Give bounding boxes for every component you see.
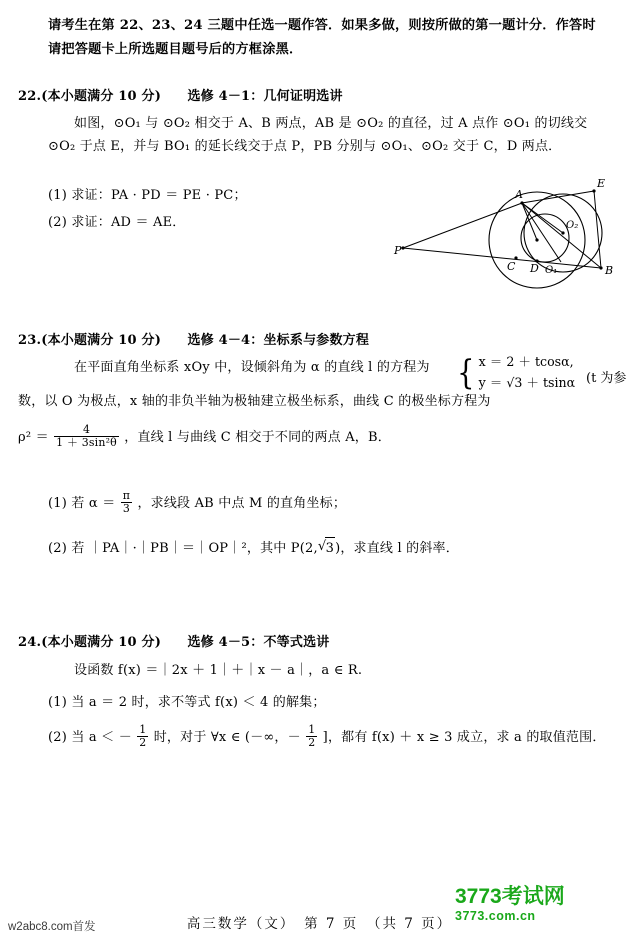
p24-q2-post: ]，都有 f(x) ＋ x ≥ 3 成立，求 a 的取值范围． bbox=[322, 729, 606, 745]
problem-22-question-2: (2) 求证：AD ＝ AE． bbox=[48, 215, 186, 230]
rho-fraction bbox=[54, 424, 119, 449]
figure-label-D: D bbox=[530, 262, 539, 275]
p24-q2-mid: 时，对于 ∀x ∈ (－∞，－ bbox=[153, 729, 301, 745]
figure-label-A: A bbox=[515, 188, 523, 201]
figure-label-O2: O₂ bbox=[566, 220, 579, 231]
q1-numerator: π bbox=[122, 489, 131, 502]
footer-source-note: w2abc8.com首发 bbox=[8, 921, 96, 933]
figure-label-P: P bbox=[394, 244, 402, 257]
rho-numerator: 4 bbox=[82, 423, 91, 436]
system-line-y: y ＝ √3 ＋ tsinα bbox=[478, 374, 576, 390]
problem-23-body-part2: 数，以 O 为极点，x 轴的非负半轴为极轴建立极坐标系，曲线 C 的极坐标方程为 bbox=[18, 394, 491, 409]
p24-q2-pre: (2) 当 a ＜ － bbox=[48, 729, 132, 745]
figure-label-E: E bbox=[597, 177, 606, 190]
figure-label-B: B bbox=[605, 264, 614, 277]
rho-left: ρ² ＝ bbox=[18, 429, 49, 445]
problem-22-title: 22.(本小题满分 10 分) 选修 4－1：几何证明选讲 bbox=[18, 89, 343, 104]
problem-23-polar-equation bbox=[18, 424, 618, 450]
q2-sqrt: √ 3 bbox=[318, 537, 335, 561]
rho-denominator: 1 ＋ 3sin²θ bbox=[56, 436, 117, 450]
p24-q2-frac1-numerator: 1 bbox=[139, 723, 147, 736]
problem-24-question-2 bbox=[48, 724, 628, 750]
problem-23-question-1 bbox=[48, 490, 568, 516]
figure-label-C: C bbox=[507, 260, 516, 273]
page-footer: 高三数学（文） 第 7 页 （共 7 页） bbox=[186, 916, 453, 932]
problem-24-body: 设函数 f(x) ＝｜2x ＋ 1｜＋｜x － a｜，a ∈ R. bbox=[74, 663, 363, 678]
q2-post: )，求直线 l 的斜率． bbox=[335, 541, 459, 556]
problem-23-body-part1: 在平面直角坐标系 xOy 中，设倾斜角为 α 的直线 l 的方程为 bbox=[74, 360, 430, 375]
instruction-line-2: 请把答题卡上所选题目题号后的方框涂黑． bbox=[48, 42, 303, 58]
problem-23-title: 23.(本小题满分 10 分) 选修 4－4：坐标系与参数方程 bbox=[18, 333, 370, 348]
instruction-line-1: 请考生在第 22、23、24 三题中任选一题作答．如果多做，则按所做的第一题计分．作答时 bbox=[48, 18, 596, 33]
q1-pre: (1) 若 α ＝ bbox=[48, 495, 116, 511]
figure-label-O1: O₁ bbox=[545, 265, 558, 276]
q1-fraction bbox=[121, 490, 132, 515]
p24-q2-fraction-2 bbox=[306, 724, 317, 749]
problem-22-question-1: (1) 求证：PA · PD ＝ PE · PC； bbox=[48, 188, 247, 203]
system-brace: { bbox=[457, 352, 475, 393]
problem-24-title: 24.(本小题满分 10 分) 选修 4－5：不等式选讲 bbox=[18, 635, 330, 650]
watermark-url: 3773.com.cn bbox=[455, 909, 536, 923]
q1-post: ，求线段 AB 中点 M 的直角坐标； bbox=[137, 495, 347, 511]
rho-right: ，直线 l 与曲线 C 相交于不同的两点 A，B． bbox=[124, 429, 391, 445]
q1-denominator: 3 bbox=[121, 502, 132, 515]
problem-23-question-2 bbox=[48, 537, 608, 561]
problem-24-question-1: (1) 当 a ＝ 2 时，求不等式 f(x) ＜ 4 的解集； bbox=[48, 695, 326, 710]
geometry-figure bbox=[385, 176, 637, 302]
system-line-x: x ＝ 2 ＋ tcosα, bbox=[478, 354, 574, 369]
geometry-figure-svg bbox=[385, 176, 637, 302]
p24-q2-frac2-numerator: 1 bbox=[308, 723, 316, 736]
p24-q2-fraction-1 bbox=[137, 724, 148, 749]
p24-q2-frac2-denominator: 2 bbox=[308, 736, 316, 750]
watermark-main: 3773考试网 bbox=[455, 885, 565, 908]
instruction-paragraph bbox=[48, 14, 608, 63]
q2-pre: (2) 若 ｜PA｜·｜PB｜＝｜OP｜²，其中 P(2, bbox=[48, 541, 318, 556]
problem-23-t-parameter: (t 为参 bbox=[586, 371, 627, 386]
p24-q2-frac1-denominator: 2 bbox=[139, 736, 147, 750]
problem-22-body: 如图，⊙O₁ 与 ⊙O₂ 相交于 A、B 两点，AB 是 ⊙O₂ 的直径，过 A 点作 ⊙O₁ 的切线交 ⊙O₂ 于点 E，并与 BO₁ 的延长线交于点 P，PB 分别与 ⊙O₁、⊙O₂ 交于 C，D 两点． bbox=[48, 116, 588, 154]
